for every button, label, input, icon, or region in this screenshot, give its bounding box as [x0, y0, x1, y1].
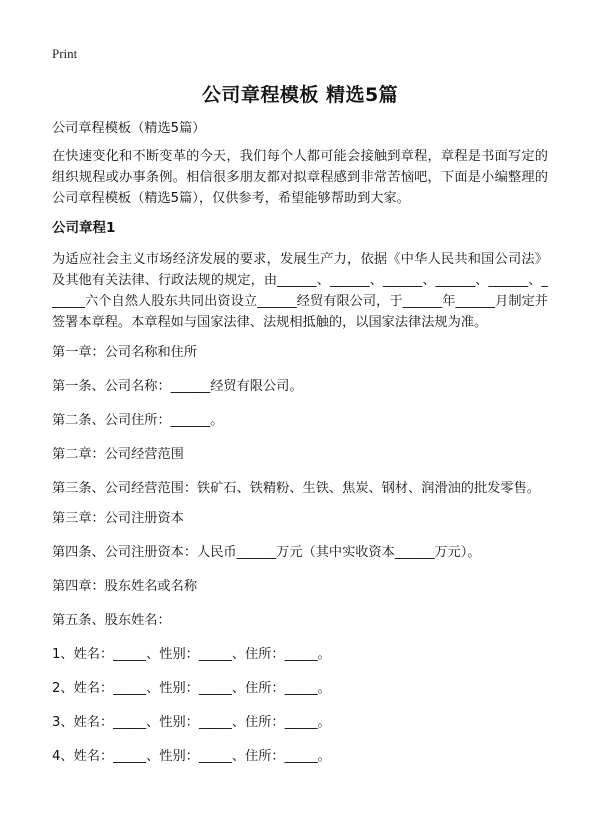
document-subtitle: 公司章程模板（精选5篇） [52, 121, 206, 136]
article-line: 第四条、公司注册资本：人民币______万元（其中实收资本______万元）。 [52, 545, 481, 560]
print-link[interactable]: Print [52, 46, 78, 61]
document-body [52, 118, 548, 780]
document-title: 公司章程模板 精选5篇 [201, 84, 399, 106]
preamble-paragraph: 为适应社会主义市场经济发展的要求，发展生产力，依据《中华人民共和国公司法》及其他有关法律、行政法规的规定，由______、______、______、______、______、______六个自然人股东共同出资设立______经贸有限公司，于______年______月制定并签署本章程。本章程如与国家法律、法规相抵触的，以国家法律法规为准。 [52, 252, 548, 330]
article-line: 第二条、公司住所：______。 [52, 413, 224, 428]
chapter-heading: 第四章：股东姓名或名称 [52, 579, 198, 594]
article-line: 第一条、公司名称：______经贸有限公司。 [52, 379, 303, 394]
article-line: 第三条、公司经营范围：铁矿石、铁精粉、生铁、焦炭、钢材、润滑油的批发零售。 [52, 481, 540, 496]
shareholder-entry: 2、姓名：_____、性别：_____、住所：_____。 [52, 681, 331, 696]
intro-paragraph: 在快速变化和不断变革的今天，我们每个人都可能会接触到章程，章程是书面写定的组织规程或办事条例。相信很多朋友都对拟章程感到非常苦恼吧，下面是小编整理的公司章程模板（精选5篇），仅供参考，希望能够帮助到大家。 [52, 149, 548, 206]
article-line: 第五条、股东姓名： [52, 613, 171, 628]
shareholder-entry: 3、姓名：_____、性别：_____、住所：_____。 [52, 715, 331, 730]
chapter-heading: 第一章：公司名称和住所 [52, 345, 198, 360]
shareholder-entry: 1、姓名：_____、性别：_____、住所：_____。 [52, 647, 331, 662]
shareholder-entry: 4、姓名：_____、性别：_____、住所：_____。 [52, 749, 331, 764]
chapter-heading: 第三章：公司注册资本 [52, 511, 184, 526]
chapter-heading: 第二章：公司经营范围 [52, 447, 184, 462]
section-heading: 公司章程1 [52, 220, 116, 236]
